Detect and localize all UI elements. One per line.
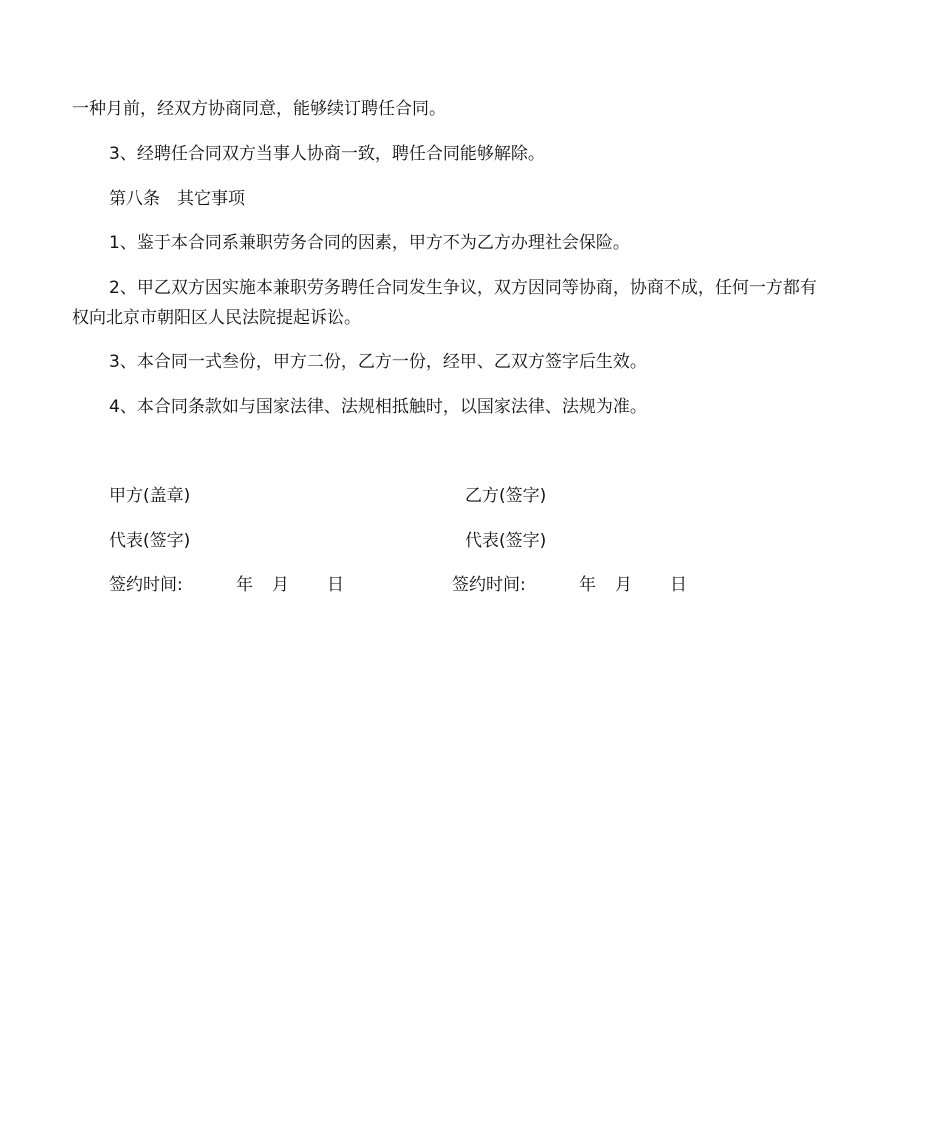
date-a-label: 签约时间:	[109, 575, 183, 595]
date-a-year: 年	[236, 575, 253, 595]
date-b-month: 月	[615, 575, 632, 595]
date-a-month: 月	[272, 575, 289, 595]
paragraph-law-precedence: 4、本合同条款如与国家法律、法规相抵触时，以国家法律、法规为准。	[109, 397, 647, 417]
date-a-day: 日	[327, 575, 344, 595]
party-a-stamp-label: 甲方(盖章)	[109, 486, 191, 506]
representative-a-label: 代表(签字)	[109, 531, 191, 551]
paragraph-dispute-line2: 权向北京市朝阳区人民法院提起诉讼。	[72, 308, 361, 328]
paragraph-termination: 3、经聘任合同双方当事人协商一致，聘任合同能够解除。	[109, 144, 545, 164]
paragraph-social-insurance: 1、鉴于本合同系兼职劳务合同的因素，甲方不为乙方办理社会保险。	[109, 233, 630, 253]
representative-b-label: 代表(签字)	[465, 531, 547, 551]
paragraph-copies: 3、本合同一式叁份，甲方二份，乙方一份，经甲、乙双方签字后生效。	[109, 352, 647, 372]
article-eight-heading: 第八条 其它事项	[109, 189, 245, 209]
date-b-year: 年	[579, 575, 596, 595]
date-b-label: 签约时间:	[452, 575, 526, 595]
date-b-day: 日	[670, 575, 687, 595]
paragraph-dispute-line1: 2、甲乙双方因实施本兼职劳务聘任合同发生争议，双方因同等协商，协商不成，任何一方都有	[109, 278, 817, 298]
paragraph-renewal: 一种月前，经双方协商同意，能够续订聘任合同。	[72, 99, 446, 119]
party-b-sign-label: 乙方(签字)	[465, 486, 547, 506]
